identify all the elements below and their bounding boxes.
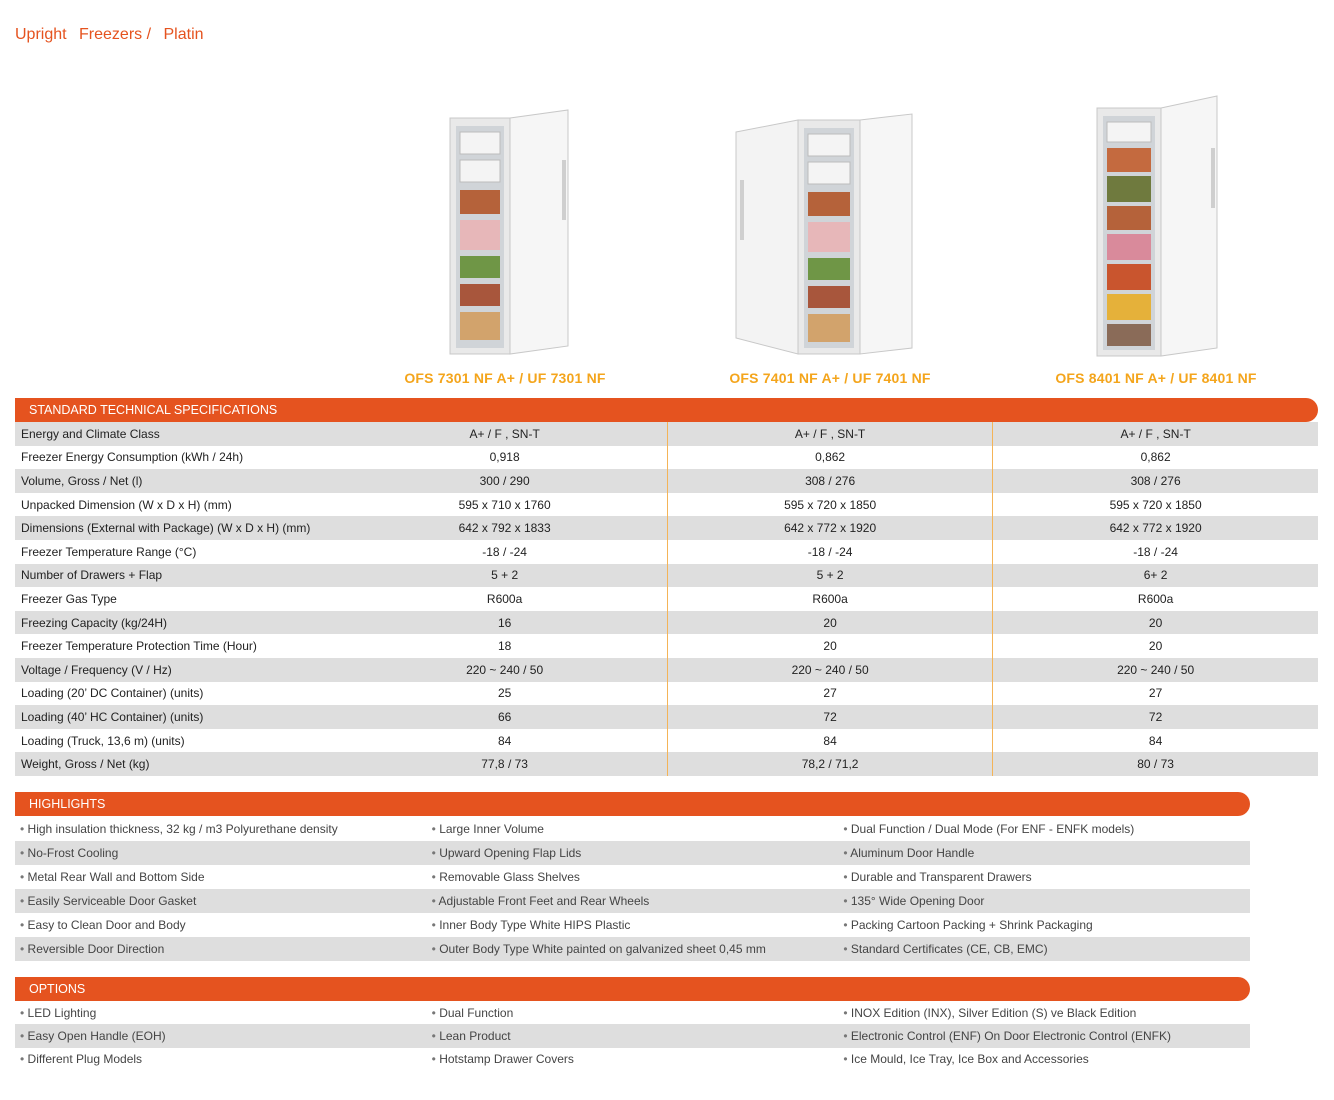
spec-label: Number of Drawers + Flap <box>15 564 342 588</box>
product-model-name: OFS 7301 NF A+ / UF 7301 NF <box>404 370 606 386</box>
highlights-section-title: HIGHLIGHTS <box>15 792 1250 816</box>
breadcrumb-item-upright[interactable]: Upright <box>15 26 67 43</box>
breadcrumb-item-platin[interactable]: Platin <box>163 26 204 43</box>
spec-label: Energy and Climate Class <box>15 422 342 446</box>
spec-value: A+ / F , SN-T <box>342 422 667 446</box>
spec-label: Dimensions (External with Package) (W x D x H) (mm) <box>15 516 342 540</box>
highlight-item: • Upward Opening Flap Lids <box>427 841 839 865</box>
spec-value: -18 / -24 <box>667 540 992 564</box>
product-model-name: OFS 8401 NF A+ / UF 8401 NF <box>1055 370 1257 386</box>
highlight-item: • Adjustable Front Feet and Rear Wheels <box>427 889 839 913</box>
spec-row <box>15 422 1318 446</box>
highlight-row <box>15 865 1250 889</box>
specs-table <box>15 422 1318 776</box>
spec-value: R600a <box>1137 591 1174 606</box>
highlights-table <box>15 817 1250 961</box>
spec-value: 220 ~ 240 / 50 <box>993 658 1318 682</box>
product-card <box>342 70 668 386</box>
breadcrumb-item-freezers[interactable]: Freezers / <box>79 26 152 43</box>
spec-value: 72 <box>993 705 1318 729</box>
spec-value: 308 / 276 <box>993 469 1318 493</box>
spec-label: Freezing Capacity (kg/24H) <box>15 611 342 635</box>
highlight-item: • Outer Body Type White painted on galvanized sheet 0,45 mm <box>427 937 839 961</box>
highlight-item: • Easy to Clean Door and Body <box>15 913 427 937</box>
spec-label: Loading (Truck, 13,6 m) (units) <box>21 733 185 748</box>
option-item: • Electronic Control (ENF) On Door Electronic Control (ENFK) <box>838 1024 1250 1047</box>
spec-row <box>15 446 1318 470</box>
spec-label: Volume, Gross / Net (l) <box>15 469 342 493</box>
spec-value: A+ / F , SN-T <box>667 422 992 446</box>
highlight-item: • Standard Certificates (CE, CB, EMC) <box>838 937 1250 961</box>
spec-value: 595 x 720 x 1850 <box>1109 497 1202 512</box>
spec-value: 642 x 792 x 1833 <box>342 516 667 540</box>
highlight-item: • Reversible Door Direction <box>15 937 427 961</box>
spec-value: 20 <box>667 611 992 635</box>
highlight-row <box>15 889 1250 913</box>
freezer-image <box>430 100 580 360</box>
spec-value: 595 x 710 x 1760 <box>342 493 667 517</box>
highlight-item: • No-Frost Cooling <box>15 841 427 865</box>
highlight-item: • High insulation thickness, 32 kg / m3 Polyurethane density <box>15 817 427 841</box>
option-row <box>15 1024 1250 1047</box>
options-section-title: OPTIONS <box>15 977 1250 1001</box>
spec-value: 80 / 73 <box>993 752 1318 776</box>
highlight-item: • Large Inner Volume <box>427 817 839 841</box>
freezer-image <box>1081 88 1231 360</box>
spec-value: 84 <box>667 729 992 753</box>
spec-row <box>15 634 1318 658</box>
spec-value: 77,8 / 73 <box>342 752 667 776</box>
breadcrumb <box>15 26 212 44</box>
spec-label: Freezer Energy Consumption (kWh / 24h) <box>21 450 244 465</box>
spec-label: Loading (20’ DC Container) (units) <box>21 686 204 701</box>
spec-value: 18 <box>342 634 667 658</box>
spec-value: 0,862 <box>1140 450 1171 465</box>
spec-row <box>15 469 1318 493</box>
spec-value: 300 / 290 <box>342 469 667 493</box>
freezer-image <box>730 100 930 360</box>
highlight-item: • Easily Serviceable Door Gasket <box>15 889 427 913</box>
spec-value: 642 x 772 x 1920 <box>667 516 992 540</box>
highlight-item: • Removable Glass Shelves <box>427 865 839 889</box>
option-row <box>15 1048 1250 1071</box>
option-item: • INOX Edition (INX), Silver Edition (S) ve Black Edition <box>838 1001 1250 1024</box>
spec-value: 642 x 772 x 1920 <box>993 516 1318 540</box>
spec-row <box>15 587 1318 611</box>
highlight-item: • Metal Rear Wall and Bottom Side <box>15 865 427 889</box>
specs-section-title: STANDARD TECHNICAL SPECIFICATIONS <box>15 398 1318 422</box>
spec-value: 6+ 2 <box>993 564 1318 588</box>
highlight-row <box>15 913 1250 937</box>
option-row <box>15 1001 1250 1024</box>
highlight-item: • Aluminum Door Handle <box>838 841 1250 865</box>
product-model-name: OFS 7401 NF A+ / UF 7401 NF <box>729 370 931 386</box>
spec-value: 16 <box>342 611 667 635</box>
spec-value: 27 <box>667 682 992 706</box>
highlight-item: • Inner Body Type White HIPS Plastic <box>427 913 839 937</box>
spec-row <box>15 752 1318 776</box>
highlight-item: • Packing Cartoon Packing + Shrink Packaging <box>838 913 1250 937</box>
option-item: • Dual Function <box>427 1001 839 1024</box>
product-card <box>993 70 1319 386</box>
spec-label: Unpacked Dimension (W x D x H) (mm) <box>21 497 232 512</box>
spec-value: R600a <box>342 587 667 611</box>
spec-value: 595 x 720 x 1850 <box>667 493 992 517</box>
spec-value: 5 + 2 <box>342 564 667 588</box>
spec-label: Freezer Temperature Protection Time (Hour) <box>21 639 257 654</box>
spec-value: 84 <box>342 729 667 753</box>
option-item: • Ice Mould, Ice Tray, Ice Box and Accessories <box>838 1048 1250 1071</box>
option-item: • Lean Product <box>427 1024 839 1047</box>
spec-value: 66 <box>342 705 667 729</box>
spec-value: 20 <box>667 634 992 658</box>
spec-value: 0,918 <box>342 446 667 470</box>
spec-value: 20 <box>1148 639 1163 654</box>
spec-value: 27 <box>1148 686 1163 701</box>
spec-value: A+ / F , SN-T <box>993 422 1318 446</box>
spec-row <box>15 705 1318 729</box>
option-item: • Easy Open Handle (EOH) <box>15 1024 427 1047</box>
spec-row <box>15 493 1318 517</box>
spec-row <box>15 540 1318 564</box>
option-item: • Different Plug Models <box>15 1048 427 1071</box>
highlight-item: • Durable and Transparent Drawers <box>838 865 1250 889</box>
option-item: • LED Lighting <box>15 1001 427 1024</box>
spec-row <box>15 729 1318 753</box>
spec-row <box>15 564 1318 588</box>
option-item: • Hotstamp Drawer Covers <box>427 1048 839 1071</box>
spec-value: 308 / 276 <box>667 469 992 493</box>
spec-row <box>15 658 1318 682</box>
spec-label: Loading (40’ HC Container) (units) <box>15 705 342 729</box>
spec-value: 25 <box>342 682 667 706</box>
spec-value: -18 / -24 <box>342 540 667 564</box>
spec-label: Freezer Temperature Range (°C) <box>21 544 197 559</box>
spec-row <box>15 516 1318 540</box>
options-table <box>15 1001 1250 1071</box>
spec-value: 220 ~ 240 / 50 <box>667 658 992 682</box>
spec-value: 20 <box>993 611 1318 635</box>
spec-value: R600a <box>667 587 992 611</box>
spec-label: Freezer Gas Type <box>21 591 117 606</box>
highlight-row <box>15 937 1250 961</box>
spec-label: Voltage / Frequency (V / Hz) <box>15 658 342 682</box>
spec-value: 78,2 / 71,2 <box>667 752 992 776</box>
highlight-row <box>15 817 1250 841</box>
product-card <box>667 70 993 386</box>
spec-value: 0,862 <box>667 446 992 470</box>
highlight-item: • 135° Wide Opening Door <box>838 889 1250 913</box>
spec-value: 84 <box>1148 733 1163 748</box>
highlight-item: • Dual Function / Dual Mode (For ENF - ENFK models) <box>838 817 1250 841</box>
spec-value: -18 / -24 <box>1133 544 1178 559</box>
spec-value: 72 <box>667 705 992 729</box>
spec-row <box>15 682 1318 706</box>
spec-value: 5 + 2 <box>667 564 992 588</box>
highlight-row <box>15 841 1250 865</box>
spec-row <box>15 611 1318 635</box>
spec-value: 220 ~ 240 / 50 <box>342 658 667 682</box>
spec-label: Weight, Gross / Net (kg) <box>15 752 342 776</box>
